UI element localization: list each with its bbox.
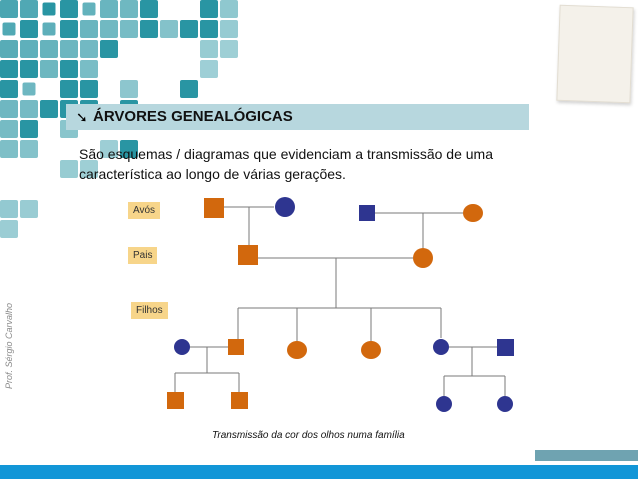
bottom-accent-bar — [535, 450, 638, 461]
mother-circle — [413, 248, 433, 268]
grandmother-2-circle — [463, 204, 483, 222]
label-children: Filhos — [131, 302, 168, 319]
granddaughter-1-circle — [436, 396, 452, 412]
daughter-1-circle — [287, 341, 307, 359]
son-1-square — [228, 339, 244, 355]
bottom-bar — [0, 465, 638, 479]
label-grandparents: Avós — [128, 202, 160, 219]
grandson-2-square — [231, 392, 248, 409]
son-in-law-square — [497, 339, 514, 356]
grandmother-1-circle — [275, 197, 295, 217]
daughter-3-circle — [433, 339, 449, 355]
tree-lines — [175, 207, 505, 396]
father-square — [238, 245, 258, 265]
daughter-in-law-circle — [174, 339, 190, 355]
arrow-icon: ➘ — [76, 109, 88, 125]
author-credit: Prof. Sérgio Carvalho — [4, 302, 14, 389]
figure-caption: Transmissão da cor dos olhos numa família — [212, 430, 405, 441]
label-parents: Pais — [128, 247, 157, 264]
slide-description: São esquemas / diagramas que evidenciam a transmissão de uma característica ao longo de várias gerações. — [79, 146, 493, 182]
grandfather-2-square — [359, 205, 375, 221]
daughter-2-circle — [361, 341, 381, 359]
grandfather-1-square — [204, 198, 224, 218]
granddaughter-2-circle — [497, 396, 513, 412]
grandson-1-square — [167, 392, 184, 409]
slide-title: ÁRVORES GENEALÓGICAS — [93, 108, 293, 125]
